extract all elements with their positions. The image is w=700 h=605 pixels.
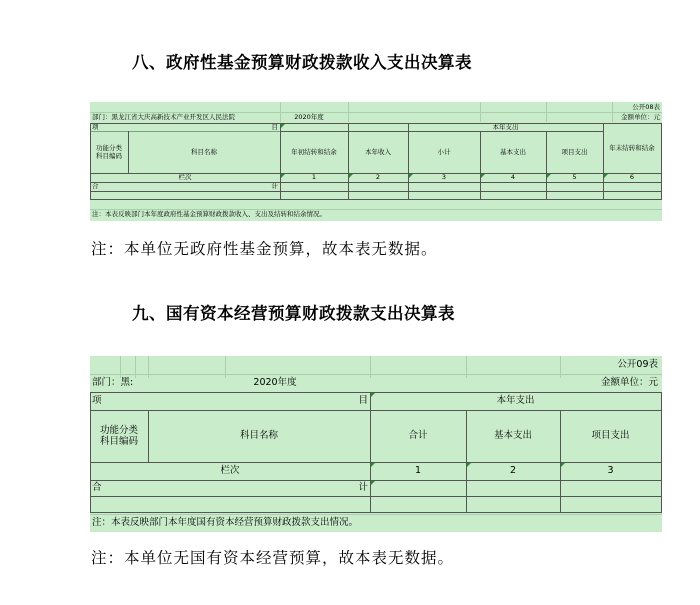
table08-num: 5 xyxy=(572,174,577,182)
table09 xyxy=(90,356,662,532)
table09-num: 2 xyxy=(509,465,517,477)
table09-col-func: 功能分类 科目编码 xyxy=(99,424,138,447)
table08-he: 合 xyxy=(92,183,99,191)
table08-ji: 计 xyxy=(271,183,278,191)
table09-col-project: 项目支出 xyxy=(591,430,630,442)
table08-expense-group: 本年支出 xyxy=(492,124,519,132)
table08-num: 1 xyxy=(311,174,317,182)
table08-num: 6 xyxy=(629,174,635,182)
table09-dept: 部门：黑: xyxy=(92,376,134,388)
table09-he: 合 xyxy=(92,482,102,494)
table08-code: 公开08表 xyxy=(632,102,660,111)
table09-year: 2020年度 xyxy=(253,376,297,388)
table08-footnote: 注：本表反映部门本年度政府性基金预算财政拨款收入、支出及结转和结余情况。 xyxy=(92,210,326,219)
section8-note: 注：本单位无政府性基金预算，故本表无数据。 xyxy=(91,240,438,258)
table08-col-name: 科目名称 xyxy=(191,147,217,156)
table08-year: 2020年度 xyxy=(294,113,324,122)
table09-num: 3 xyxy=(607,465,614,477)
section9-note: 注：本单位无国有资本经营预算，故本表无数据。 xyxy=(91,549,455,567)
table09-xiang: 项 xyxy=(92,395,102,407)
table08-col-end: 年末结转和结余 xyxy=(609,143,655,152)
table08-xiang: 项 xyxy=(92,124,99,132)
table08-col-subtotal: 小计 xyxy=(437,147,451,156)
table09-col-basic: 基本支出 xyxy=(493,430,532,442)
section9-title: 九、国有资本经营预算财政拨款支出决算表 xyxy=(132,304,455,323)
table08 xyxy=(90,102,662,221)
table09-row-lanci: 栏次 xyxy=(220,465,240,477)
table08-num: 3 xyxy=(441,174,447,182)
table09-unit: 金额单位：元 xyxy=(600,376,658,388)
table09-num: 1 xyxy=(414,465,422,477)
table08-unit: 金额单位：元 xyxy=(621,113,660,122)
table09-ji: 计 xyxy=(358,482,368,494)
table08-col-income: 本年收入 xyxy=(365,147,391,156)
table08-mu: 目 xyxy=(271,124,278,132)
table08-col-func: 功能分类 科目编码 xyxy=(96,144,122,160)
table08-num: 2 xyxy=(375,174,381,182)
table08-col-project: 项目支出 xyxy=(561,147,588,156)
table08-col-basic: 基本支出 xyxy=(500,147,526,156)
table09-expense-group: 本年支出 xyxy=(496,395,535,407)
table09-col-name: 科目名称 xyxy=(239,430,278,442)
section8-title: 八、政府性基金预算财政拨款收入支出决算表 xyxy=(132,53,472,72)
table08-col-begin: 年初结转和结余 xyxy=(291,147,337,156)
table08-row-lanci: 栏次 xyxy=(178,174,192,182)
table09-footnote: 注：本表反映部门本年度国有资本经营预算财政拨款支出情况。 xyxy=(92,516,359,528)
table09-mu: 目 xyxy=(358,395,368,407)
table09-code: 公开09表 xyxy=(617,359,658,371)
table09-col-total: 合计 xyxy=(408,430,428,442)
table08-dept: 部门：黑龙江省大庆高新技术产业开发区人民法院 xyxy=(92,113,235,122)
table08-num: 4 xyxy=(510,174,516,182)
